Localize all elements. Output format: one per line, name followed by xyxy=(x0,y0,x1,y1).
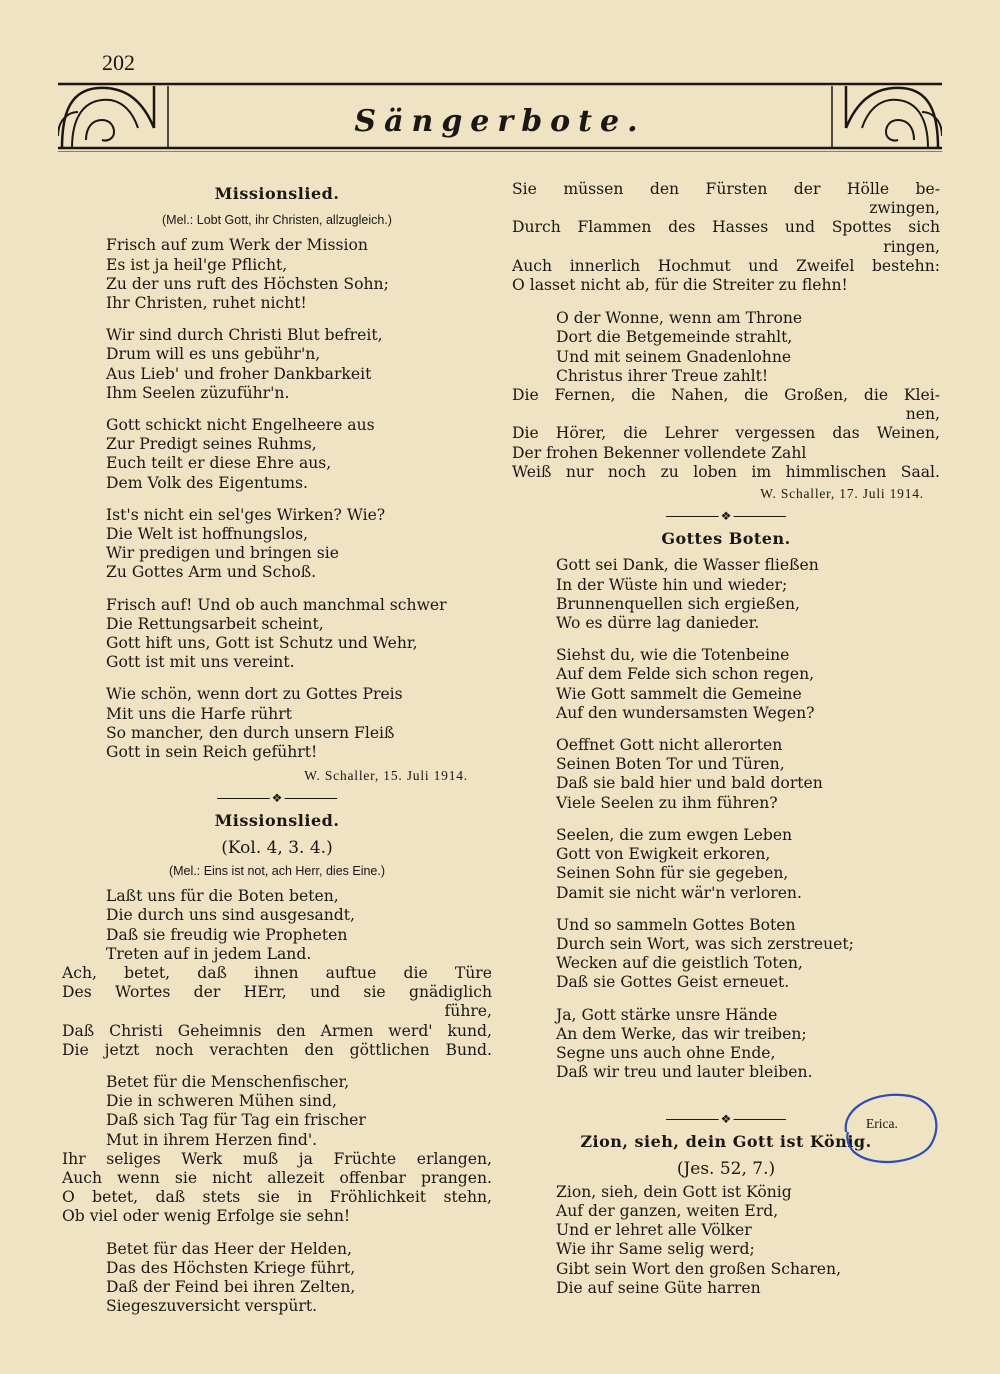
poem2-stanza-3 xyxy=(62,1240,492,1317)
verse-line: Gott ist mit uns vereint. xyxy=(106,653,295,672)
verse-line: Durch Flammen des Hasses und Spottes sich xyxy=(512,218,940,237)
verse-line: Frisch auf zum Werk der Mission xyxy=(106,236,368,255)
poem2-stanza-1 xyxy=(62,887,492,964)
verse-line: Viele Seelen zu ihm führen? xyxy=(556,793,778,812)
verse-line: Ob viel oder wenig Erfolge sie sehn! xyxy=(62,1207,351,1226)
poem4-title: Zion, sieh, dein Gott ist König. xyxy=(580,1132,872,1152)
verse-line: In der Wüste hin und wieder; xyxy=(556,575,788,594)
verse-line: Seinen Sohn für sie gegeben, xyxy=(556,864,789,883)
page-number: 202 xyxy=(102,50,135,75)
verse-line: Auch wenn sie nicht allezeit offenbar prangen. xyxy=(62,1168,492,1187)
verse-line: Gott von Ewigkeit erkoren, xyxy=(556,845,771,864)
verse-line: Wir predigen und bringen sie xyxy=(106,544,339,563)
verse-line: Aus Lieb' und froher Dankbarkeit xyxy=(106,364,372,383)
verse-line: Euch teilt er diese Ehre aus, xyxy=(106,454,332,473)
poem2-refrain-4 xyxy=(512,386,940,482)
verse-line: Zu Gottes Arm und Schoß. xyxy=(106,563,317,582)
verse-line: Dem Volk des Eigentums. xyxy=(106,473,308,492)
verse-line: Die Welt ist hoffnungslos, xyxy=(106,525,309,544)
verse-line: Daß sie freudig wie Propheten xyxy=(106,925,348,944)
poem2-reference: (Kol. 4, 3. 4.) xyxy=(221,837,333,858)
verse-line: Die auf seine Güte harren xyxy=(556,1278,761,1297)
verse-line: Laßt uns für die Boten beten, xyxy=(106,887,339,906)
verse-line: Die durch uns sind ausgesandt, xyxy=(106,906,356,925)
verse-line: Auf dem Felde sich schon regen, xyxy=(556,665,815,684)
verse-line: Ach, betet, daß ihnen auftue die Türe xyxy=(62,963,492,982)
verse-line: Wie ihr Same selig werd; xyxy=(556,1240,755,1259)
divider-ornament-icon: ❖ xyxy=(271,791,283,806)
verse-line: Auf den wundersamsten Wegen? xyxy=(556,703,815,722)
verse-line: Daß sie bald hier und bald dorten xyxy=(556,774,823,793)
verse-line: Ihm Seelen züzuführ'n. xyxy=(106,383,290,402)
poem2-refrain-1 xyxy=(62,964,492,1060)
verse-line: Der frohen Bekenner vollendete Zahl xyxy=(512,443,807,462)
poem3-stanza-4 xyxy=(512,826,940,903)
poem1-stanza-5 xyxy=(62,596,492,673)
verse-line: Siehst du, wie die Totenbeine xyxy=(556,646,790,665)
verse-line: Wie Gott sammelt die Gemeine xyxy=(556,684,802,703)
poem3-stanza-1 xyxy=(512,556,940,633)
verse-line: Daß Christi Geheimnis den Armen werd' kund, xyxy=(62,1021,492,1040)
poem4-reference: (Jes. 52, 7.) xyxy=(676,1158,776,1179)
verse-line: nen, xyxy=(905,405,940,424)
verse-line: Weiß nur noch zu loben im himmlischen Saal. xyxy=(512,462,940,481)
poem2-stanza-2 xyxy=(62,1073,492,1150)
verse-line: Und er lehret alle Völker xyxy=(556,1221,752,1240)
verse-line: ringen, xyxy=(883,237,940,256)
verse-line: Siegeszuversicht verspürt. xyxy=(106,1297,318,1316)
verse-line: Gott hift uns, Gott ist Schutz und Wehr, xyxy=(106,634,418,653)
masthead-title: Sängerbote. xyxy=(354,104,646,139)
verse-line: Ihr seliges Werk muß ja Früchte erlangen, xyxy=(62,1149,492,1168)
verse-line: Und so sammeln Gottes Boten xyxy=(556,915,796,934)
poem2-title: Missionslied. xyxy=(214,811,340,831)
verse-line: Auch innerlich Hochmut und Zweifel bestehn: xyxy=(512,256,940,275)
verse-line: Gott in sein Reich geführt! xyxy=(106,743,318,762)
verse-line: führe, xyxy=(444,1002,492,1021)
poem3-stanza-5 xyxy=(512,916,940,993)
verse-line: Auf der ganzen, weiten Erd, xyxy=(556,1201,779,1220)
poem2-melody: (Mel.: Eins ist not, ach Herr, dies Eine.) xyxy=(168,863,386,878)
poem3-attribution: Erica. xyxy=(866,1116,898,1131)
verse-line: Seelen, die zum ewgen Leben xyxy=(556,825,793,844)
verse-line: Zu der uns ruft des Höchsten Sohn; xyxy=(106,274,389,293)
verse-line: Segne uns auch ohne Ende, xyxy=(556,1043,776,1062)
poem1-attribution: W. Schaller, 15. Juli 1914. xyxy=(304,768,468,784)
section-divider xyxy=(666,509,786,523)
verse-line: Ihr Christen, ruhet nicht! xyxy=(106,294,307,313)
verse-line: Brunnenquellen sich ergießen, xyxy=(556,594,801,613)
verse-line: Die in schweren Mühen sind, xyxy=(106,1092,337,1111)
verse-line: O lasset nicht ab, für die Streiter zu flehn! xyxy=(512,276,848,295)
verse-line: Wie schön, wenn dort zu Gottes Preis xyxy=(106,685,403,704)
verse-line: Das des Höchsten Kriege führt, xyxy=(106,1258,356,1277)
verse-line: Gibt sein Wort den großen Scharen, xyxy=(556,1259,842,1278)
poem3-stanza-6 xyxy=(512,1006,940,1083)
verse-line: Daß der Feind bei ihren Zelten, xyxy=(106,1277,356,1296)
verse-line: Drum will es uns gebühr'n, xyxy=(106,345,321,364)
verse-line: Wir sind durch Christi Blut befreit, xyxy=(106,326,383,345)
verse-line: Frisch auf! Und ob auch manchmal schwer xyxy=(106,595,447,614)
poem3-title: Gottes Boten. xyxy=(661,529,791,549)
poem2-attribution: W. Schaller, 17. Juli 1914. xyxy=(760,486,924,502)
divider-ornament-icon: ❖ xyxy=(720,509,732,524)
verse-line: Wecken auf die geistlich Toten, xyxy=(556,954,803,973)
verse-line: Betet für das Heer der Helden, xyxy=(106,1239,352,1258)
masthead-frame xyxy=(58,80,942,152)
poem1-title: Missionslied. xyxy=(214,184,340,203)
verse-line: Sie müssen den Fürsten der Hölle be- xyxy=(512,180,940,198)
verse-line: Gott sei Dank, die Wasser fließen xyxy=(556,556,819,575)
verse-line: Gott schickt nicht Engelheere aus xyxy=(106,416,375,435)
verse-line: Ist's nicht ein sel'ges Wirken? Wie? xyxy=(106,505,386,524)
poem1-stanza-3 xyxy=(62,416,492,493)
verse-line: Mut in ihrem Herzen find'. xyxy=(106,1130,318,1149)
section-divider xyxy=(666,1112,786,1126)
verse-line: Die Hörer, die Lehrer vergessen das Weinen, xyxy=(512,424,940,443)
section-divider xyxy=(217,791,337,805)
verse-line: O betet, daß stets sie in Fröhlichkeit stehn, xyxy=(62,1188,492,1207)
verse-line: An dem Werke, das wir treiben; xyxy=(556,1024,807,1043)
verse-line: Die Fernen, die Nahen, die Großen, die Klei- xyxy=(512,386,940,405)
verse-line: Daß sie Gottes Geist erneuet. xyxy=(556,973,790,992)
poem2-stanza-4 xyxy=(512,309,940,386)
verse-line: Wo es dürre lag danieder. xyxy=(556,614,760,633)
poem4-stanza-1 xyxy=(512,1183,940,1298)
poem1-melody: (Mel.: Lobt Gott, ihr Christen, allzugleich.) xyxy=(162,213,392,228)
poem2-refrain-3 xyxy=(512,180,940,295)
verse-line: Die jetzt noch verachten den göttlichen Bund. xyxy=(62,1040,492,1059)
verse-line: So mancher, den durch unsern Fleiß xyxy=(106,723,395,742)
verse-line: zwingen, xyxy=(869,199,940,218)
verse-line: Treten auf in jedem Land. xyxy=(106,944,312,963)
left-column xyxy=(62,180,492,1329)
verse-line: Christus ihrer Treue zahlt! xyxy=(556,366,769,385)
verse-line: Betet für die Menschenfischer, xyxy=(106,1072,350,1091)
verse-line: Des Wortes der HErr, und sie gnädiglich xyxy=(62,983,492,1002)
verse-line: Zion, sieh, dein Gott ist König xyxy=(556,1182,792,1201)
verse-line: Und mit seinem Gnadenlohne xyxy=(556,347,792,366)
verse-line: Ja, Gott stärke unsre Hände xyxy=(556,1005,778,1024)
verse-line: Damit sie nicht wär'n verloren. xyxy=(556,883,802,902)
verse-line: Durch sein Wort, was sich zerstreuet; xyxy=(556,934,854,953)
divider-ornament-icon: ❖ xyxy=(720,1112,732,1127)
verse-line: Mit uns die Harfe rührt xyxy=(106,704,292,723)
verse-line: Zur Predigt seines Ruhms, xyxy=(106,435,317,454)
poem3-stanza-3 xyxy=(512,736,940,813)
verse-line: Die Rettungsarbeit scheint, xyxy=(106,614,324,633)
poem2-refrain-2 xyxy=(62,1150,492,1227)
poem1-stanza-2 xyxy=(62,326,492,403)
verse-line: Dort die Betgemeinde strahlt, xyxy=(556,328,793,347)
verse-line: Oeffnet Gott nicht allerorten xyxy=(556,736,783,755)
poem3-stanza-2 xyxy=(512,646,940,723)
verse-line: Seinen Boten Tor und Türen, xyxy=(556,755,785,774)
verse-line: Daß sich Tag für Tag ein frischer xyxy=(106,1111,366,1130)
poem1-stanza-1 xyxy=(62,236,492,313)
verse-line: O der Wonne, wenn am Throne xyxy=(556,309,803,328)
poem1-stanza-6 xyxy=(62,685,492,762)
verse-line: Es ist ja heil'ge Pflicht, xyxy=(106,255,288,274)
verse-line: Daß wir treu und lauter bleiben. xyxy=(556,1063,813,1082)
poem1-stanza-4 xyxy=(62,506,492,583)
